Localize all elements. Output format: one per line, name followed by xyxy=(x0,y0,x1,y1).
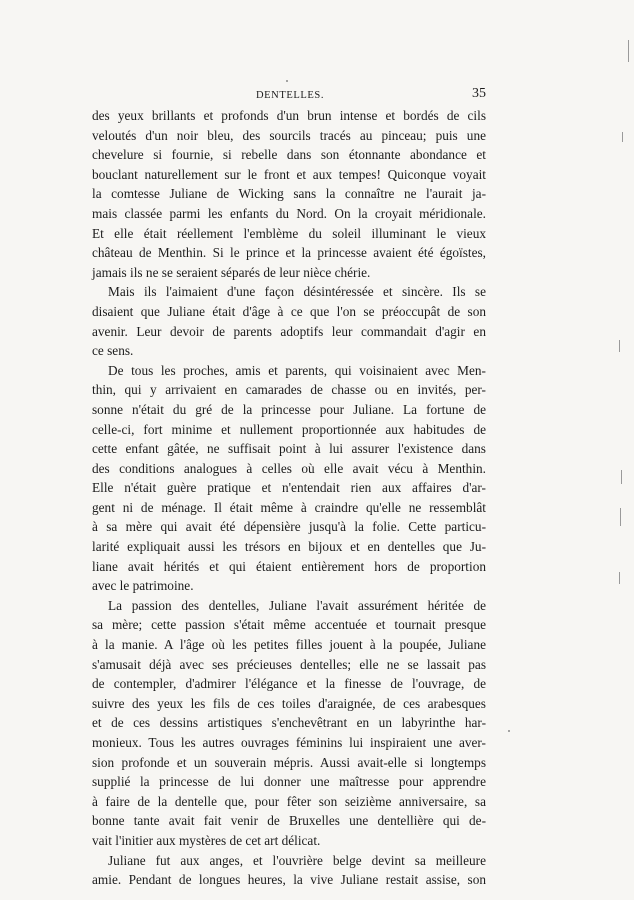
text-line: liane avait hérités et qui étaient entièrement hors de proportion xyxy=(92,558,486,574)
text-line: à faire de la dentelle que, pour fêter son seizième anniversaire, sa xyxy=(92,793,486,809)
scan-mark xyxy=(621,470,622,484)
text-line: mais classée parmi les enfants du Nord. On la croyait méridionale. xyxy=(92,205,486,221)
text-line: suivre des yeux les fils de ces toiles d'araignée, de ces arabesques xyxy=(92,695,486,711)
text-line: La passion des dentelles, Juliane l'avait assurément héritée de xyxy=(108,597,486,613)
text-line: la comtesse Juliane de Wicking sans la connaître ne l'aurait ja- xyxy=(92,186,486,202)
text-line: De tous les proches, amis et parents, qui voisinaient avec Men- xyxy=(108,362,486,378)
text-line: veloutés d'un noir bleu, des sourcils tracés au pinceau; puis une xyxy=(92,127,486,143)
text-line: disaient que Juliane était d'âge à ce que l'on se préoccupât de son xyxy=(92,303,486,319)
scan-speck xyxy=(286,80,288,82)
text-line: chevelure si fournie, si rebelle dans son étonnante abondance et xyxy=(92,147,486,163)
text-line: gent ni de ménage. Il était même à craindre qu'elle ne ressemblât xyxy=(92,499,486,515)
text-line: avec le patrimoine. xyxy=(92,578,194,594)
text-line: Elle n'était guère pratique et n'entendait rien aux affaires d'ar- xyxy=(92,480,486,496)
running-title: DENTELLES. xyxy=(255,90,325,101)
text-line: sa mère; cette passion s'était même accentuée et tournait presque xyxy=(92,617,486,633)
scan-speck xyxy=(508,730,510,732)
text-line: Et elle était réellement l'emblème du soleil illuminant le vieux xyxy=(92,225,486,241)
text-line: cette enfant gâtée, ne suffisait point à lui assurer l'existence dans xyxy=(92,441,486,457)
text-line: s'amusait déjà avec ses précieuses dentelles; elle ne se lassait pas xyxy=(92,656,486,672)
text-line: amie. Pendant de longues heures, la vive Juliane restait assise, son xyxy=(92,872,486,888)
body-text xyxy=(92,106,486,890)
scan-mark xyxy=(620,508,621,526)
text-line: à sa mère qui avait été dépensière jusqu'à la folie. Cette particu- xyxy=(92,519,486,535)
text-line: jamais ils ne se seraient séparés de leur nièce chérie. xyxy=(92,264,371,280)
text-line: supplié la princesse de lui donner une maîtresse pour apprendre xyxy=(92,774,486,790)
text-line: avenir. Leur devoir de parents adoptifs leur commandait d'agir en xyxy=(92,323,486,339)
text-line: bonne tante avait fait venir de Bruxelles une dentellière qui de- xyxy=(92,813,486,829)
text-line: des yeux brillants et profonds d'un brun intense et bordés de cils xyxy=(92,108,486,123)
running-head xyxy=(92,86,488,104)
text-line: ce sens. xyxy=(92,343,134,359)
text-line: des conditions analogues à celles où elle avait vécu à Menthin. xyxy=(92,460,486,476)
text-line: sonne n'était du gré de la princesse pour Juliane. La fortune de xyxy=(92,401,486,417)
text-line: château de Menthin. Si le prince et la princesse avaient été égoïstes, xyxy=(92,245,486,261)
text-line: thin, qui y arrivaient en camarades de chasse ou en invités, per- xyxy=(92,382,486,398)
scan-mark xyxy=(628,40,629,62)
text-line: vait l'initier aux mystères de cet art délicat. xyxy=(92,832,321,848)
scan-mark xyxy=(619,340,620,352)
text-line: Juliane fut aux anges, et l'ouvrière belge devint sa meilleure xyxy=(108,852,486,868)
text-line: Mais ils l'aimaient d'une façon désintéressée et sincère. Ils se xyxy=(108,284,486,300)
page-number: 35 xyxy=(472,86,486,101)
text-line: celle-ci, fort minime et nullement proportionnée aux habitudes de xyxy=(92,421,486,437)
text-line: à la manie. A l'âge où les petites filles jouent à la poupée, Juliane xyxy=(92,637,486,653)
text-line: sion profonde et un souverain mépris. Aussi avait-elle si longtemps xyxy=(92,754,486,770)
text-line: monieux. Tous les autres ouvrages féminins lui inspiraient une aver- xyxy=(92,735,486,750)
scan-mark xyxy=(619,572,620,584)
text-line: bouclant naturellement sur le front et aux tempes! Quiconque voyait xyxy=(92,166,486,182)
scan-mark xyxy=(622,132,623,142)
text-line: de contempler, d'admirer l'élégance et la finesse de l'ouvrage, de xyxy=(92,676,486,692)
text-line: et de ces dessins artistiques s'enchevêtrant en un labyrinthe har- xyxy=(92,715,486,731)
text-line: larité expliquait aussi les trésors en bijoux et en dentelles que Ju- xyxy=(92,539,486,555)
